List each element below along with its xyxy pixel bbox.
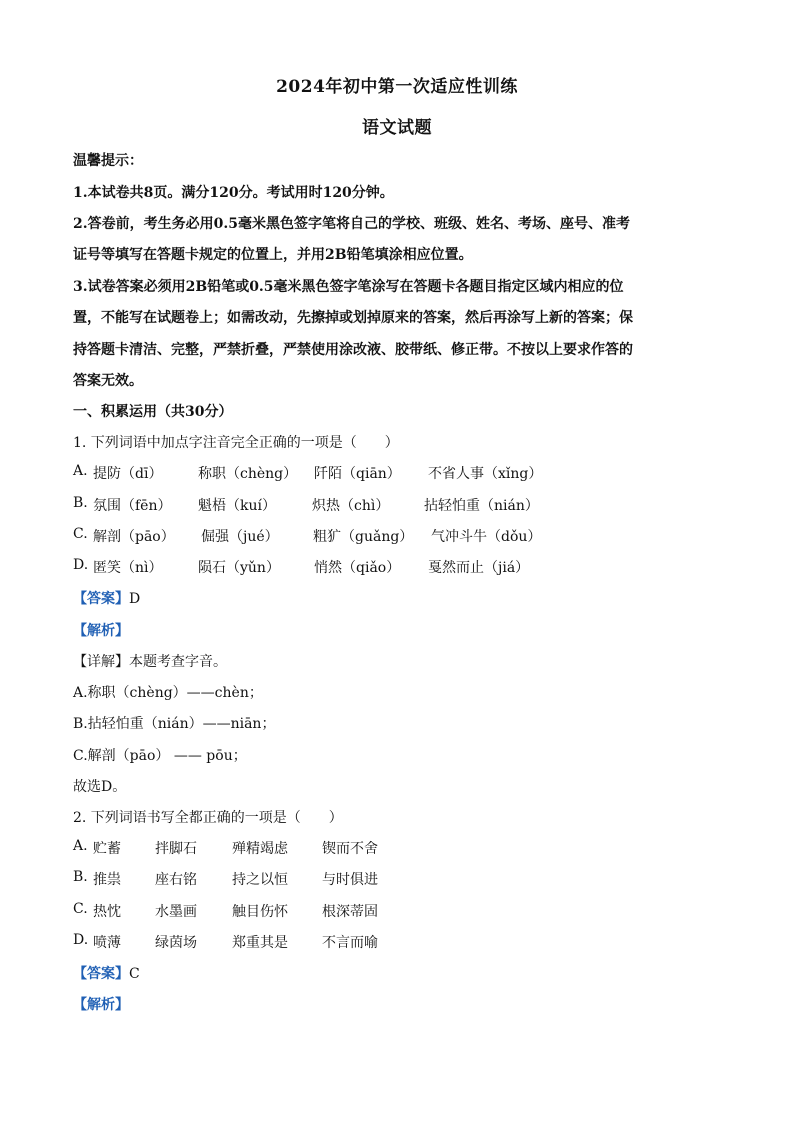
detail-text: 本题考查字音。 <box>129 654 227 670</box>
option-letter: A. <box>73 463 88 479</box>
option-letter: A. <box>73 838 88 854</box>
option-item: 拈轻怕重（nián） <box>424 498 539 514</box>
tips-line-2a: 2.答卷前，考生务必用0.5毫米黑色签字笔将自己的学校、班级、姓名、考场、座号、准考 <box>73 216 630 232</box>
option-item: 粗犷（guǎng） <box>313 529 414 545</box>
option-item: 不省人事（xǐng） <box>428 466 543 482</box>
option-item: 气冲斗牛（dǒu） <box>431 529 542 545</box>
option-item: 解剖（pāo） <box>93 529 175 545</box>
tips-line-1: 1.本试卷共8页。满分120分。考试用时120分钟。 <box>73 185 394 201</box>
q1-analysis <box>73 620 129 640</box>
q2-analysis <box>73 994 129 1014</box>
option-item: 拌脚石 <box>155 841 197 857</box>
option-item: 陨石（yǔn） <box>198 560 280 576</box>
option-item: 称职（chèng） <box>198 466 298 482</box>
option-item: 提防（dī） <box>93 466 163 482</box>
option-item: 炽热（chì） <box>312 498 390 514</box>
option-item: 倔强（jué） <box>201 529 279 545</box>
option-letter: C. <box>73 526 88 542</box>
option-item: 水墨画 <box>155 904 197 920</box>
option-item: 喷薄 <box>93 935 121 951</box>
tips-line-3a: 3.试卷答案必须用2B铅笔或0.5毫米黑色签字笔涂写在答题卡各题目指定区域内相应的位 <box>73 279 624 295</box>
option-item: 戛然而止（jiá） <box>428 560 530 576</box>
option-item: 氛围（fēn） <box>93 498 172 514</box>
option-item: 座右铭 <box>155 872 197 888</box>
option-item: 热忱 <box>93 904 121 920</box>
tips-line-2b: 证号等填写在答题卡规定的位置上，并用2B铅笔填涂相应位置。 <box>73 247 473 263</box>
option-item: 持之以恒 <box>232 872 288 888</box>
option-item: 魁梧（kuí） <box>198 498 276 514</box>
answer-tag: 【答案】 <box>73 591 129 607</box>
q1-note-a: A.称职（chèng）——chèn； <box>73 685 263 701</box>
page-subtitle: 语文试题 <box>362 118 432 138</box>
tips-line-3b: 置，不能写在试题卷上；如需改动，先擦掉或划掉原来的答案，然后再涂写上新的答案；保 <box>73 310 633 326</box>
answer-value: C <box>129 966 140 982</box>
tips-line-3c: 持答题卡清洁、完整，严禁折叠，严禁使用涂改液、胶带纸、修正带。不按以上要求作答的 <box>73 342 633 358</box>
q1-note-b: B.拈轻怕重（nián）——niān； <box>73 716 276 732</box>
option-item: 悄然（qiǎo） <box>314 560 401 576</box>
option-item: 触目伤怀 <box>232 904 288 920</box>
option-item: 绿茵场 <box>155 935 197 951</box>
section-heading: 一、积累运用（共30分） <box>73 404 233 420</box>
q2-stem: 2. 下列词语书写全都正确的一项是（ ） <box>73 810 343 826</box>
tips-line-3d: 答案无效。 <box>73 373 143 389</box>
option-item: 贮蓄 <box>93 841 121 857</box>
q1-answer <box>73 588 140 608</box>
q2-answer <box>73 963 140 983</box>
option-letter: C. <box>73 901 88 917</box>
option-item: 匿笑（nì） <box>93 560 163 576</box>
analysis-tag: 【解析】 <box>73 623 129 639</box>
option-item: 推祟 <box>93 872 121 888</box>
option-item: 殚精竭虑 <box>232 841 288 857</box>
q1-note-c: C.解剖（pāo） —— pōu； <box>73 748 247 764</box>
page-title: 2024年初中第一次适应性训练 <box>276 77 518 97</box>
option-letter: D. <box>73 932 89 948</box>
option-item: 与时俱进 <box>322 872 378 888</box>
analysis-tag: 【解析】 <box>73 997 129 1013</box>
option-letter: B. <box>73 495 88 511</box>
answer-tag: 【答案】 <box>73 966 129 982</box>
option-letter: B. <box>73 869 88 885</box>
tips-heading: 温馨提示： <box>73 153 143 169</box>
option-item: 锲而不舍 <box>322 841 378 857</box>
detail-tag: 【详解】 <box>73 654 129 670</box>
q1-conclusion: 故选D。 <box>73 779 127 795</box>
answer-value: D <box>129 591 141 607</box>
option-item: 阡陌（qiān） <box>314 466 401 482</box>
option-item: 不言而喻 <box>322 935 378 951</box>
option-item: 根深蒂固 <box>322 904 378 920</box>
option-letter: D. <box>73 557 89 573</box>
q1-stem: 1. 下列词语中加点字注音完全正确的一项是（ ） <box>73 435 399 451</box>
option-item: 郑重其是 <box>232 935 288 951</box>
q1-detail <box>73 651 227 671</box>
